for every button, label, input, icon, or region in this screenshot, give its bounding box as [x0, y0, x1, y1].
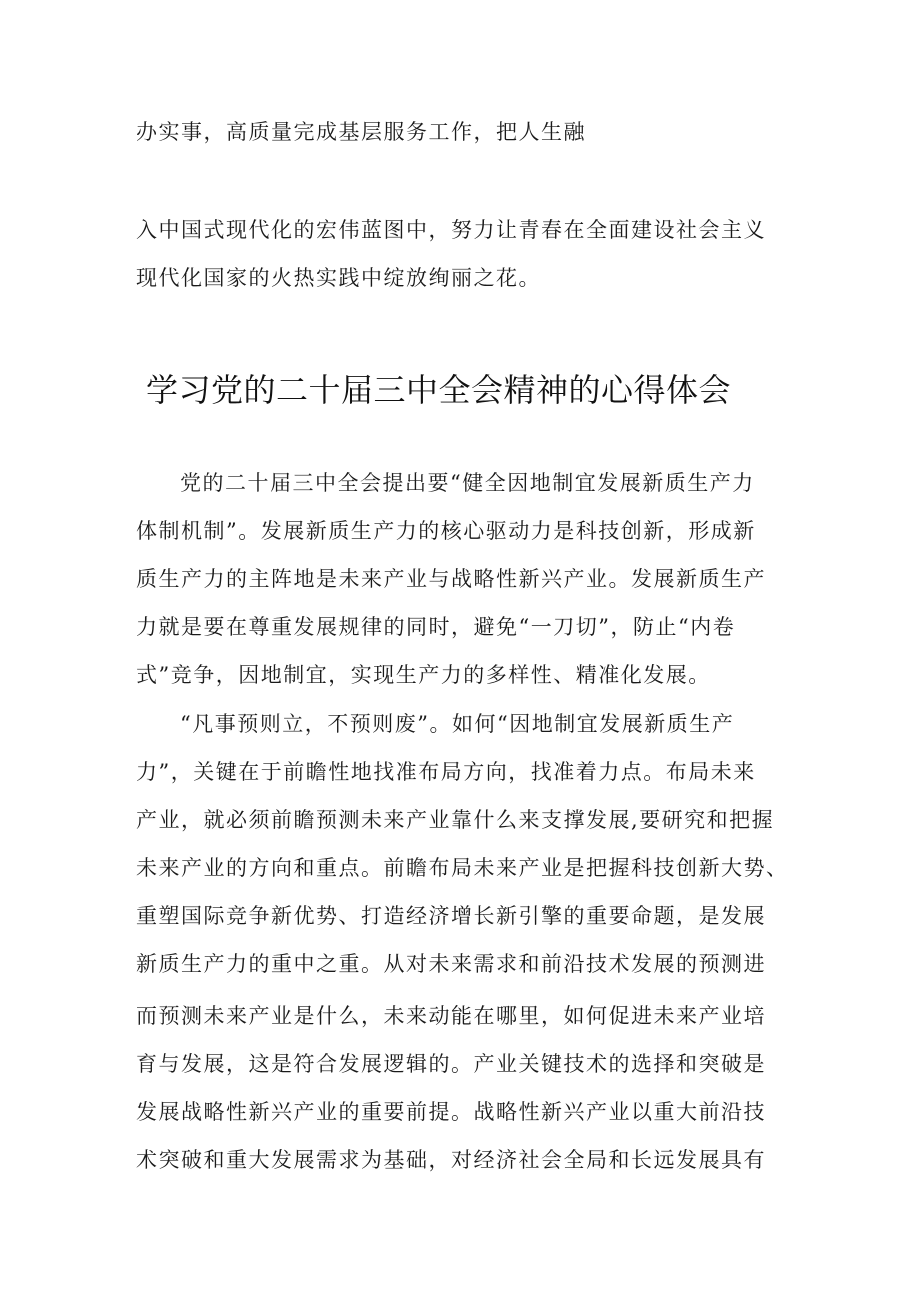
paragraph-1-line: 体制机制”。发展新质生产力的核心驱动力是科技创新，形成新 — [136, 519, 756, 543]
paragraph-2-line: 发展战略性新兴产业的重要前提。战略性新兴产业以重大前沿技 — [136, 1100, 766, 1124]
paragraph-2-line: 育与发展，这是符合发展逻辑的。产业关键技术的选择和突破是 — [136, 1052, 766, 1076]
text-line: 现代化国家的火热实践中绽放绚丽之花。 — [136, 266, 541, 290]
text-line: 入中国式现代化的宏伟蓝图中，努力让青春在全面建设社会主义 — [136, 218, 766, 242]
paragraph-1-line: 党的二十届三中全会提出要“健全因地制宜发展新质生产力 — [180, 471, 755, 495]
paragraph-1-line: 式”竞争，因地制宜，实现生产力的多样性、精准化发展。 — [136, 663, 711, 687]
paragraph-2-line: 产业，就必须前瞻预测未来产业靠什么来支撑发展,要研究和把握 — [136, 808, 775, 832]
paragraph-2-line: 力”，关键在于前瞻性地找准布局方向，找准着力点。布局未来 — [136, 760, 756, 784]
paragraph-2-line: 未来产业的方向和重点。前瞻布局未来产业是把握科技创新大势、 — [136, 856, 789, 880]
text-line: 办实事，高质量完成基层服务工作，把人生融 — [136, 120, 586, 144]
paragraph-1-line: 质生产力的主阵地是未来产业与战略性新兴产业。发展新质生产 — [136, 567, 766, 591]
paragraph-1-line: 力就是要在尊重发展规律的同时，避免“一刀切”，防止“内卷 — [136, 615, 736, 639]
paragraph-2-line: 新质生产力的重中之重。从对未来需求和前沿技术发展的预测进 — [136, 952, 766, 976]
paragraph-2-line: 术突破和重大发展需求为基础，对经济社会全局和长远发展具有 — [136, 1148, 766, 1172]
paragraph-2-line: 重塑国际竞争新优势、打造经济增长新引擎的重要命题，是发展 — [136, 904, 766, 928]
paragraph-2-line: “凡事预则立，不预则废”。如何“因地制宜发展新质生产 — [180, 712, 735, 736]
paragraph-2-line: 而预测未来产业是什么，未来动能在哪里，如何促进未来产业培 — [136, 1004, 766, 1028]
article-title: 学习党的二十届三中全会精神的心得体会 — [146, 371, 732, 409]
